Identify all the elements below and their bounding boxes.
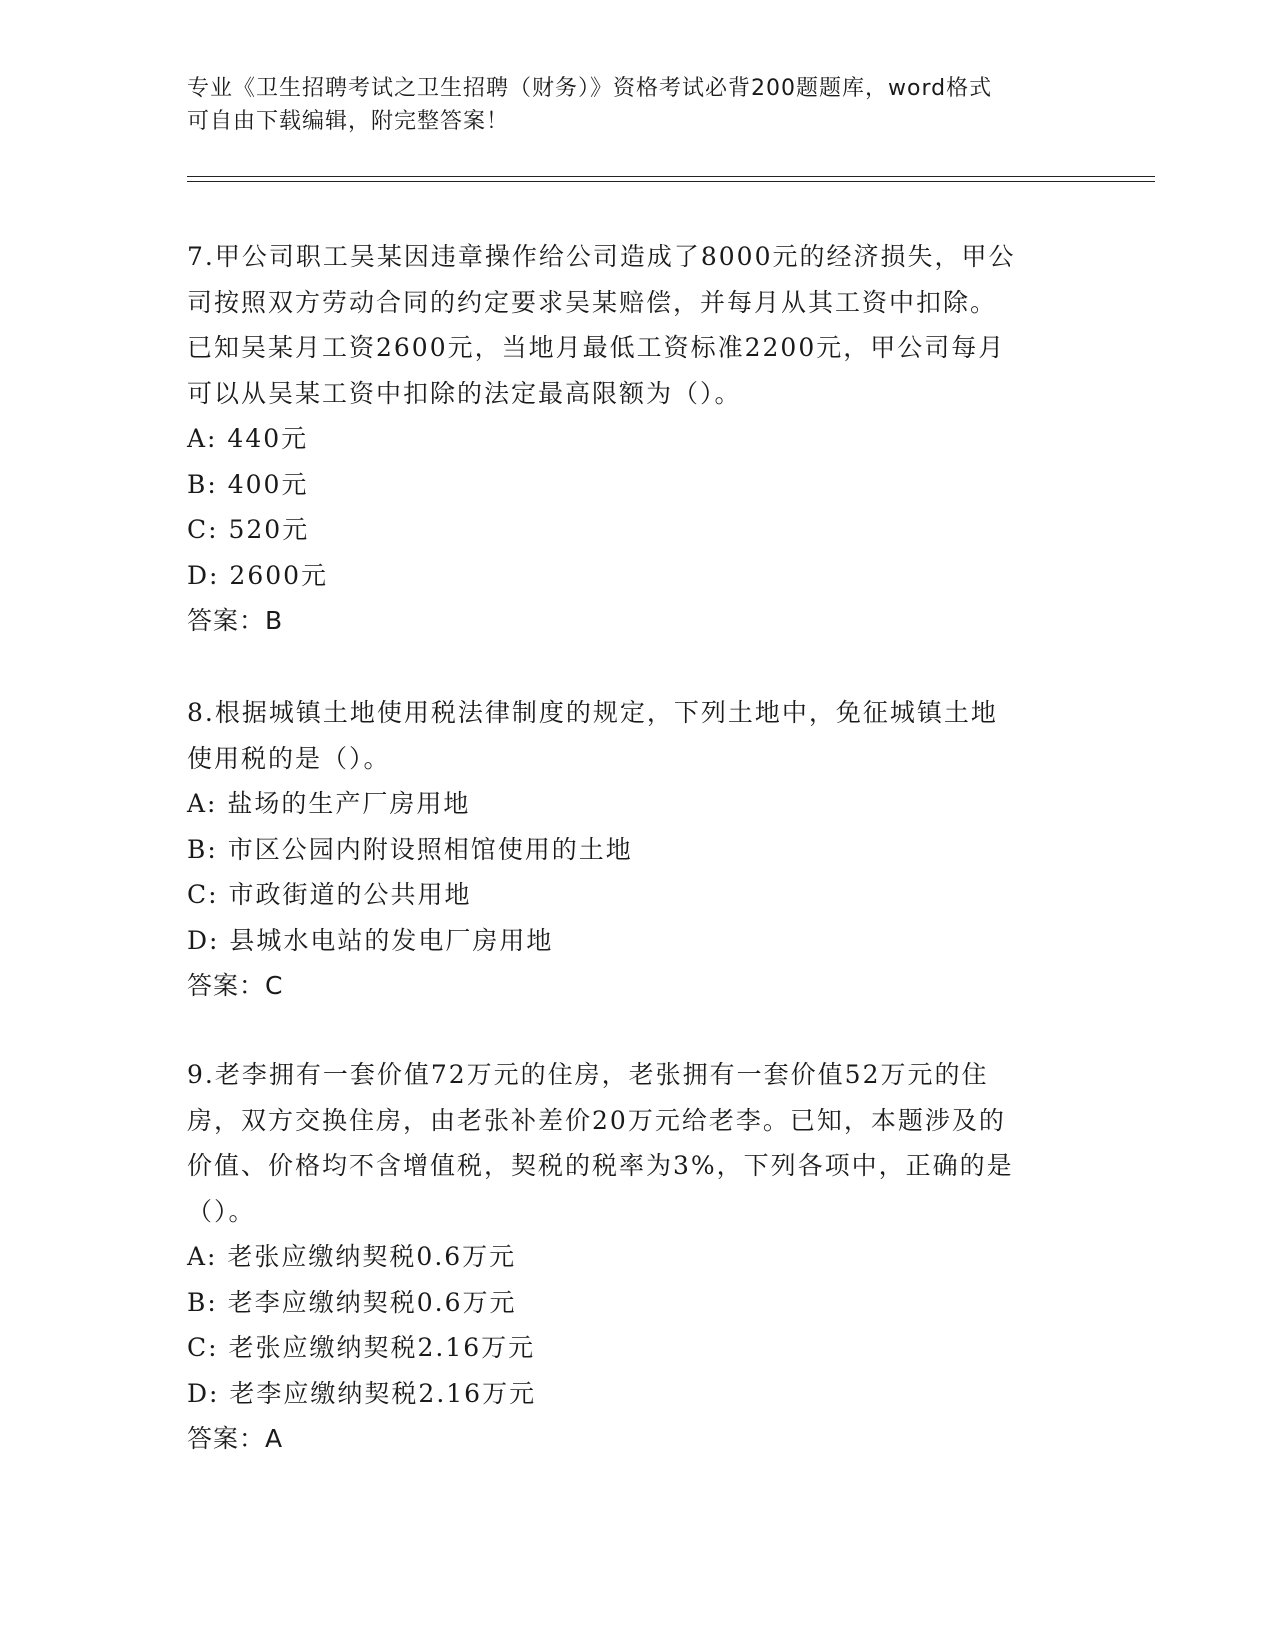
option-c: C: 市政街道的公共用地 bbox=[187, 880, 472, 909]
question-9 bbox=[187, 1052, 1087, 1462]
header-divider-top bbox=[187, 176, 1155, 177]
question-stem bbox=[187, 234, 1087, 416]
document-header bbox=[187, 72, 1087, 138]
option-d: D: 2600元 bbox=[187, 560, 329, 590]
stem-line: 价值、价格均不含增值税，契税的税率为3%，下列各项中，正确的是 bbox=[187, 1151, 1014, 1180]
option-c: C: 老张应缴纳契税2.16万元 bbox=[187, 1333, 536, 1362]
question-stem bbox=[187, 1052, 1087, 1234]
question-stem bbox=[187, 690, 1087, 781]
stem-line: 8.根据城镇土地使用税法律制度的规定，下列土地中，免征城镇土地 bbox=[187, 698, 998, 727]
option-a: A: 440元 bbox=[187, 424, 309, 453]
stem-line: 已知吴某月工资2600元，当地月最低工资标准2200元，甲公司每月 bbox=[187, 333, 1006, 362]
answer-label: 答案：C bbox=[187, 971, 284, 1000]
option-a: A: 盐场的生产厂房用地 bbox=[187, 789, 471, 818]
option-c: C: 520元 bbox=[187, 515, 310, 544]
stem-line: 9.老李拥有一套价值72万元的住房，老张拥有一套价值52万元的住 bbox=[187, 1060, 989, 1089]
stem-line: 使用税的是（）。 bbox=[187, 743, 391, 773]
stem-line: （）。 bbox=[187, 1196, 256, 1226]
option-b: B: 400元 bbox=[187, 469, 309, 499]
question-8 bbox=[187, 690, 1087, 1009]
option-a: A: 老张应缴纳契税0.6万元 bbox=[187, 1242, 517, 1271]
question-7 bbox=[187, 234, 1087, 644]
option-b: B: 市区公园内附设照相馆使用的土地 bbox=[187, 834, 633, 864]
stem-line: 房，双方交换住房，由老张补差价20万元给老李。已知，本题涉及的 bbox=[187, 1105, 1006, 1135]
header-divider-bottom bbox=[187, 181, 1155, 182]
stem-line: 可以从吴某工资中扣除的法定最高限额为（）。 bbox=[187, 378, 742, 408]
header-line-1: 专业《卫生招聘考试之卫生招聘（财务）》资格考试必背200题题库，word格式 bbox=[187, 76, 993, 101]
answer-label: 答案：B bbox=[187, 606, 284, 635]
header-line-2: 可自由下载编辑，附完整答案！ bbox=[187, 109, 510, 134]
option-d: D: 县城水电站的发电厂房用地 bbox=[187, 925, 554, 955]
stem-line: 7.甲公司职工吴某因违章操作给公司造成了8000元的经济损失，甲公 bbox=[187, 242, 1016, 271]
stem-line: 司按照双方劳动合同的约定要求吴某赔偿，并每月从其工资中扣除。 bbox=[187, 287, 998, 317]
answer-label: 答案：A bbox=[187, 1424, 284, 1453]
option-b: B: 老李应缴纳契税0.6万元 bbox=[187, 1287, 517, 1317]
option-d: D: 老李应缴纳契税2.16万元 bbox=[187, 1378, 537, 1408]
